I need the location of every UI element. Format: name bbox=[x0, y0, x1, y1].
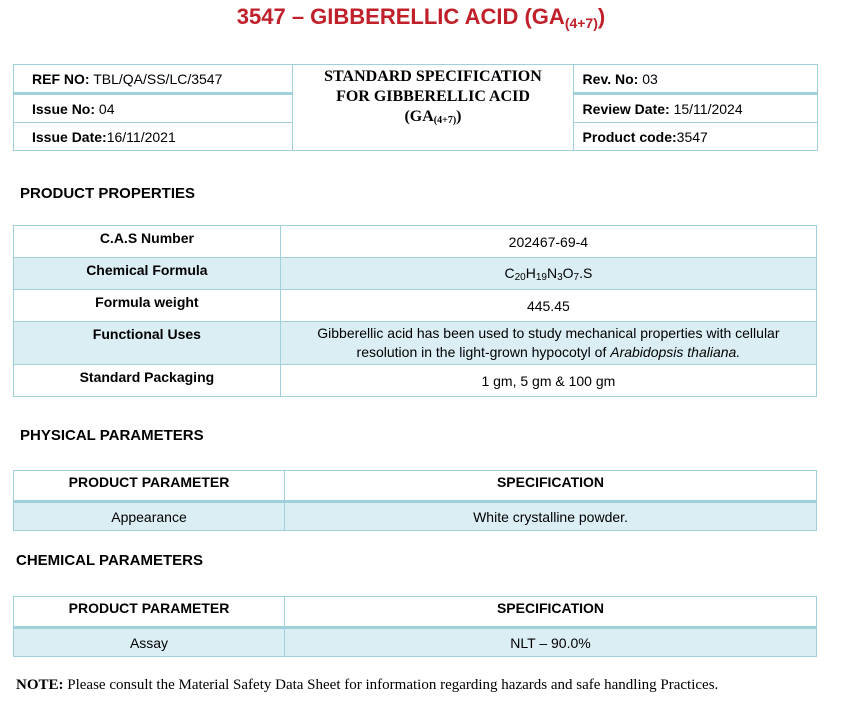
rev-no-cell: Rev. No: 03 bbox=[573, 65, 817, 94]
product-properties-heading: PRODUCT PROPERTIES bbox=[20, 185, 196, 202]
formula-row: Chemical Formula $C_{20}H_{19}N_3O_7.S$ bbox=[14, 258, 817, 290]
spec-title-cell: STANDARD SPECIFICATION FOR GIBBERELLIC ACID $(GA_{(4+7)})$ bbox=[293, 65, 573, 151]
document-header-table bbox=[13, 64, 818, 151]
document-title: 3547 – GIBBERELLIC ACID $(GA_{(4+7)})$ bbox=[236, 4, 606, 31]
weight-row: Formula weight 445.45 bbox=[14, 290, 817, 322]
packaging-row: Standard Packaging 1 gm, 5 gm & 100 gm bbox=[14, 365, 817, 397]
physical-parameters-heading: PHYSICAL PARAMETERS bbox=[20, 427, 204, 444]
cas-row: C.A.S Number 202467-69-4 bbox=[14, 226, 817, 258]
table-row: Assay NLT – 90.0% bbox=[14, 628, 817, 657]
issue-date-cell: Issue Date:16/11/2021 bbox=[14, 123, 293, 151]
chemical-parameters-table: PRODUCT PARAMETER SPECIFICATION Assay NLT – 90.0% bbox=[13, 596, 817, 657]
safety-note: NOTE: Please consult the Material Safety Data Sheet for information regarding hazards and safe handling Practices. bbox=[16, 677, 719, 693]
chemical-parameters-heading: CHEMICAL PARAMETERS bbox=[16, 552, 203, 569]
uses-row: Functional Uses Gibberellic acid has been used to study mechanical properties with cellular resolution in the light-grown hypocotyl of Arabidopsis thaliana. bbox=[14, 322, 817, 365]
ref-no-cell: REF NO: TBL/QA/SS/LC/3547 bbox=[14, 65, 293, 94]
product-properties-table bbox=[13, 225, 817, 397]
product-code-cell: Product code:3547 bbox=[573, 123, 817, 151]
table-row: Appearance White crystalline powder. bbox=[14, 502, 817, 531]
issue-no-cell: Issue No: 04 bbox=[14, 94, 293, 123]
chemical-formula: $C_{20}H_{19}N_3O_7.S$ bbox=[280, 258, 816, 290]
functional-uses-text: Gibberellic acid has been used to study mechanical properties with cellular resolution in the light-grown hypocotyl of Arabidopsis thaliana. bbox=[280, 322, 816, 365]
review-date-cell: Review Date: 15/11/2024 bbox=[573, 94, 817, 123]
physical-parameters-table: PRODUCT PARAMETER SPECIFICATION Appearance White crystalline powder. bbox=[13, 470, 817, 531]
